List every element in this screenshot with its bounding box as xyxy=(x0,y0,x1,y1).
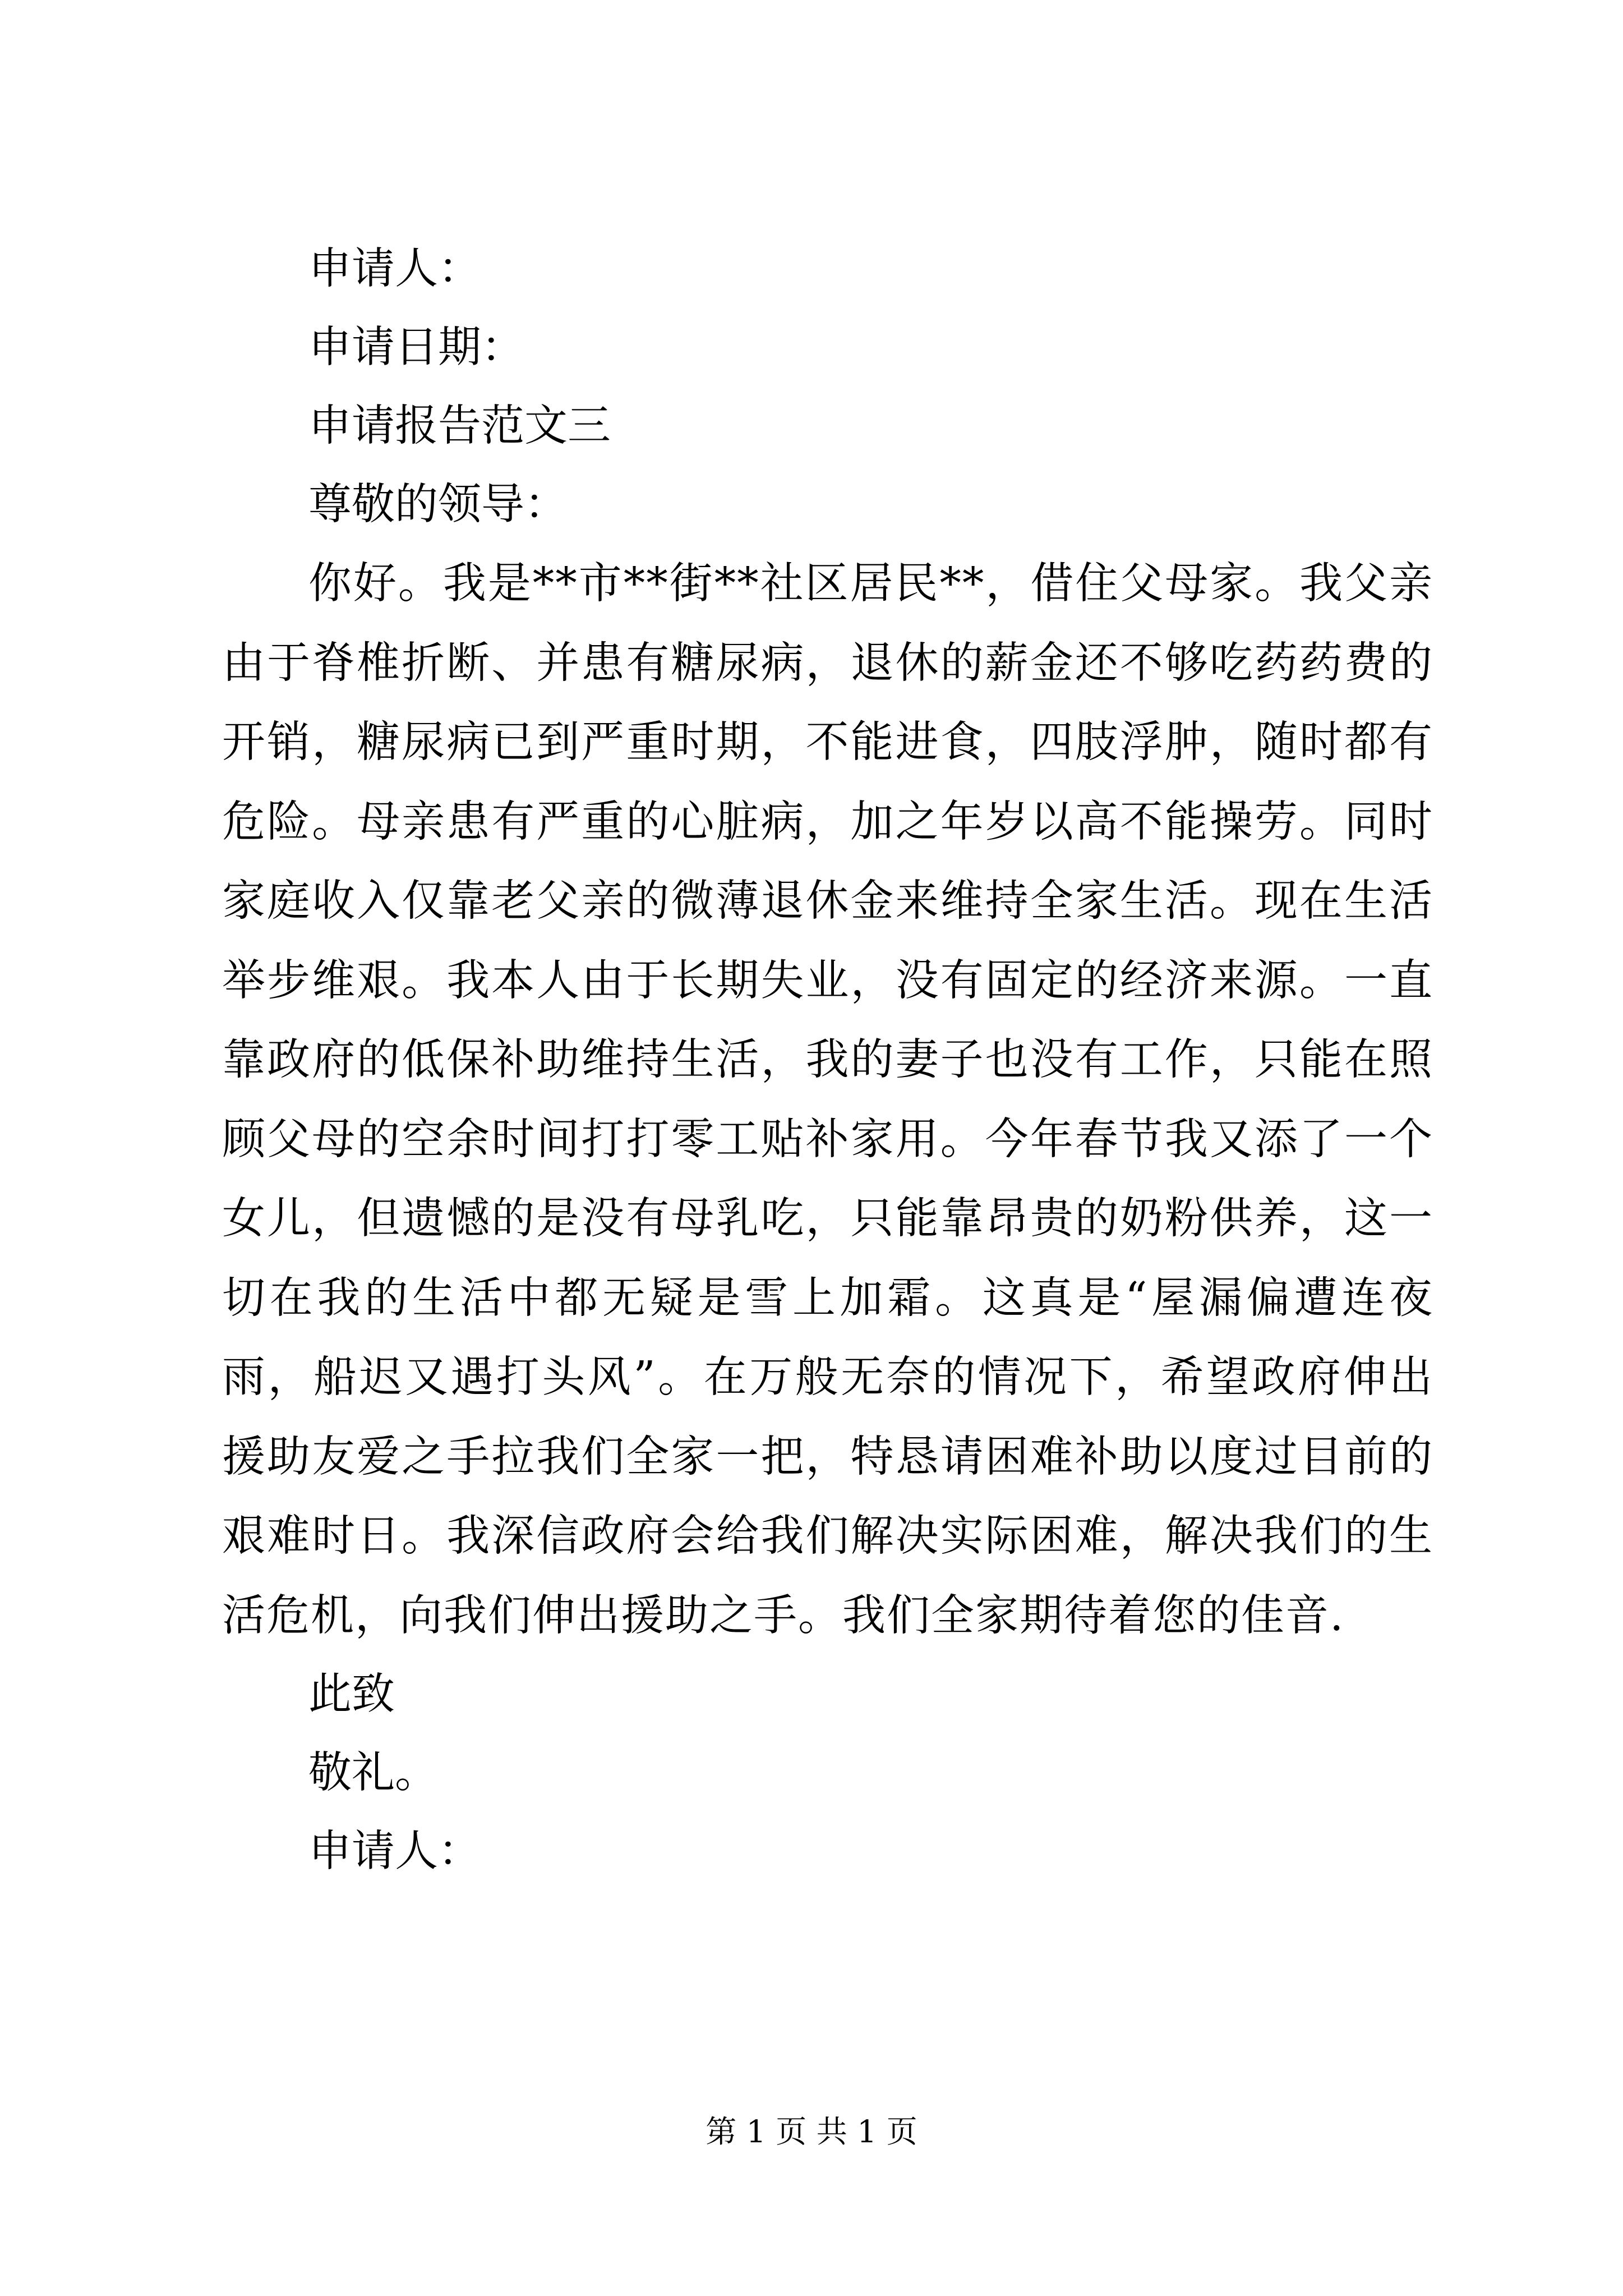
page-number-footer: 第 1 页 共 1 页 xyxy=(706,2114,917,2150)
closing-line-1: 此致 xyxy=(308,1669,395,1719)
applicant-label: 申请人： xyxy=(308,244,481,294)
closing-line-2: 敬礼。 xyxy=(308,1748,438,1798)
document-content xyxy=(222,230,1433,1891)
application-date-label: 申请日期： xyxy=(308,323,524,372)
document-title: 申请报告范文三 xyxy=(308,401,611,451)
signature-applicant-label: 申请人： xyxy=(308,1826,481,1876)
salutation: 尊敬的领导： xyxy=(308,480,568,530)
body-paragraph: 你好。我是**市**街**社区居民**，借住父母家。我父亲由于脊椎折断、并患有糖尿病，退休的薪金还不够吃药药费的开销，糖尿病已到严重时期，不能进食，四肢浮肿，随时都有危险。母亲患有严重的心脏病，加之年岁以高不能操劳。同时家庭收入仅靠老父亲的微薄退休金来维持全家生活。现在生活举步维艰。我本人由于长期失业，没有固定的经济来源。一直靠政府的低保补助维持生活，我的妻子也没有工作，只能在照顾父母的空余时间打打零工贴补家用。今年春节我又添了一个女儿，但遗憾的是没有母乳吃，只能靠昂贵的奶粉供养，这一切在我的生活中都无疑是雪上加霜。这真是“屋漏偏遭连夜雨，船迟又遇打头风”。在万般无奈的情况下，希望政府伸出援助友爱之手拉我们全家一把，特恳请困难补助以度过目前的艰难时日。我深信政府会给我们解决实际困难，解决我们的生活危机，向我们伸出援助之手。我们全家期待着您的佳音. xyxy=(222,559,1433,1641)
